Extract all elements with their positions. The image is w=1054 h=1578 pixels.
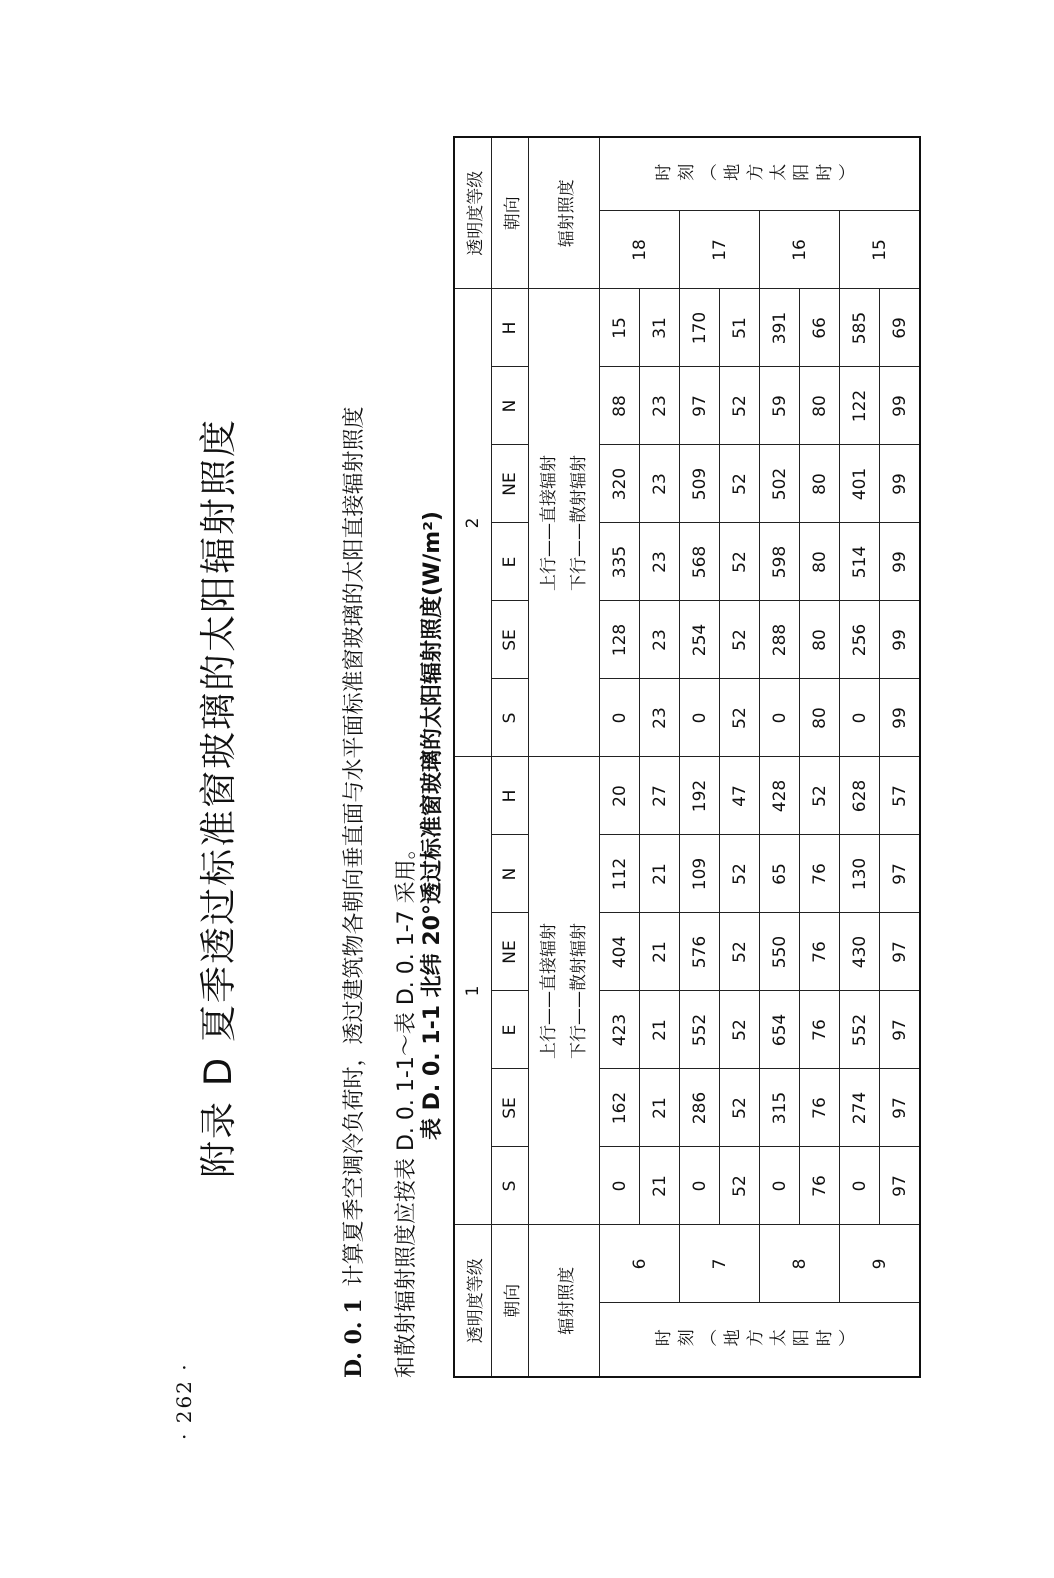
- cell-g1: 162: [600, 1069, 640, 1147]
- cell-g2: 88: [600, 367, 640, 445]
- hour-left: 6: [600, 1225, 680, 1303]
- cell-g1: 21: [640, 913, 680, 991]
- cell-g1: 21: [640, 835, 680, 913]
- section-number: D. 0. 1: [341, 1298, 367, 1378]
- orientation-2-n: N: [492, 367, 529, 445]
- cell-g2: 99: [880, 445, 921, 523]
- orientation-1-s: S: [492, 1147, 529, 1225]
- cell-g2: 80: [800, 367, 840, 445]
- cell-g1: 57: [880, 757, 921, 835]
- cell-g1: 76: [800, 1147, 840, 1225]
- paragraph-line-2: 和散射辐射照度应按表 D. 0. 1-1～表 D. 0. 1-7 采用。: [394, 837, 419, 1378]
- annotation-upper-1: 上行——直接辐射: [539, 923, 559, 1059]
- cell-g1: 130: [840, 835, 880, 913]
- cell-g1: 274: [840, 1069, 880, 1147]
- cell-g1: 21: [640, 1147, 680, 1225]
- irradiance-table: [453, 136, 921, 1378]
- cell-g1: 552: [680, 991, 720, 1069]
- cell-g1: 21: [640, 991, 680, 1069]
- cell-g2: 15: [600, 289, 640, 367]
- orientation-2-e: E: [492, 523, 529, 601]
- cell-g2: 568: [680, 523, 720, 601]
- table-row: [880, 137, 921, 1377]
- cell-g2: 0: [680, 679, 720, 757]
- cell-g1: 52: [800, 757, 840, 835]
- annotation-group-2: [529, 289, 600, 757]
- time-label-left: [600, 1303, 921, 1377]
- header-transparency-left: 透明度等级: [454, 1225, 492, 1377]
- orientation-1-ne: NE: [492, 913, 529, 991]
- table-row: [840, 137, 880, 1377]
- cell-g2: 320: [600, 445, 640, 523]
- cell-g2: 99: [880, 601, 921, 679]
- cell-g2: 256: [840, 601, 880, 679]
- cell-g1: 76: [800, 1069, 840, 1147]
- cell-g2: 69: [880, 289, 921, 367]
- header-group-1: 1: [454, 757, 492, 1225]
- cell-g2: 0: [760, 679, 800, 757]
- cell-g1: 0: [760, 1147, 800, 1225]
- cell-g2: 52: [720, 445, 760, 523]
- table-row: [600, 137, 640, 1377]
- cell-g2: 59: [760, 367, 800, 445]
- hour-left: 9: [840, 1225, 921, 1303]
- header-transparency-right: 透明度等级: [454, 137, 492, 289]
- cell-g1: 27: [640, 757, 680, 835]
- hour-right: 16: [760, 211, 840, 289]
- cell-g2: 23: [640, 523, 680, 601]
- cell-g1: 65: [760, 835, 800, 913]
- annotation-lower-2: 下行——散射辐射: [569, 454, 589, 591]
- cell-g2: 52: [720, 523, 760, 601]
- paragraph-line-1: 计算夏季空调冷负荷时，透过建筑物各朝向垂直面与水平面标准窗玻璃的太阳直接辐射照度: [342, 406, 367, 1287]
- cell-g2: 66: [800, 289, 840, 367]
- cell-g1: 97: [880, 835, 921, 913]
- header-irradiance-right: 辐射照度: [529, 137, 600, 289]
- cell-g1: 52: [720, 913, 760, 991]
- cell-g2: 598: [760, 523, 800, 601]
- cell-g2: 254: [680, 601, 720, 679]
- orientation-1-se: SE: [492, 1069, 529, 1147]
- cell-g2: 0: [840, 679, 880, 757]
- cell-g1: 76: [800, 835, 840, 913]
- cell-g1: 97: [880, 1147, 921, 1225]
- cell-g2: 97: [680, 367, 720, 445]
- time-label-text: 时刻（地方太阳时）: [653, 164, 861, 185]
- cell-g2: 128: [600, 601, 640, 679]
- header-irradiance-left: 辐射照度: [529, 1225, 600, 1377]
- hour-right: 18: [600, 211, 680, 289]
- cell-g1: 97: [880, 991, 921, 1069]
- annotation-upper-2: 上行——直接辐射: [539, 454, 559, 591]
- cell-g2: 23: [640, 601, 680, 679]
- cell-g1: 628: [840, 757, 880, 835]
- cell-g2: 514: [840, 523, 880, 601]
- cell-g1: 47: [720, 757, 760, 835]
- cell-g2: 99: [880, 679, 921, 757]
- cell-g1: 428: [760, 757, 800, 835]
- cell-g2: 502: [760, 445, 800, 523]
- orientation-1-h: H: [492, 757, 529, 835]
- cell-g2: 80: [800, 679, 840, 757]
- cell-g2: 335: [600, 523, 640, 601]
- cell-g1: 97: [880, 1069, 921, 1147]
- table-row: [680, 137, 720, 1377]
- header-orientation-left: 朝向: [492, 1225, 529, 1377]
- cell-g1: 286: [680, 1069, 720, 1147]
- cell-g2: 80: [800, 445, 840, 523]
- cell-g2: 31: [640, 289, 680, 367]
- time-label-text: 时刻（地方太阳时）: [653, 1330, 861, 1351]
- orientation-2-h: H: [492, 289, 529, 367]
- page-number: · 262 ·: [172, 1362, 196, 1440]
- cell-g1: 97: [880, 913, 921, 991]
- cell-g1: 20: [600, 757, 640, 835]
- cell-g1: 52: [720, 1147, 760, 1225]
- cell-g1: 76: [800, 991, 840, 1069]
- cell-g2: 0: [600, 679, 640, 757]
- table-row: [640, 137, 680, 1377]
- cell-g2: 51: [720, 289, 760, 367]
- time-label-right: [600, 137, 921, 211]
- cell-g1: 52: [720, 991, 760, 1069]
- table-row: [800, 137, 840, 1377]
- orientation-2-se: SE: [492, 601, 529, 679]
- header-orientation-right: 朝向: [492, 137, 529, 289]
- cell-g2: 52: [720, 367, 760, 445]
- cell-g1: 52: [720, 835, 760, 913]
- cell-g1: 430: [840, 913, 880, 991]
- orientation-2-ne: NE: [492, 445, 529, 523]
- hour-left: 8: [760, 1225, 840, 1303]
- header-group-2: 2: [454, 289, 492, 757]
- cell-g1: 423: [600, 991, 640, 1069]
- cell-g2: 170: [680, 289, 720, 367]
- cell-g2: 99: [880, 367, 921, 445]
- table-row: [720, 137, 760, 1377]
- cell-g1: 76: [800, 913, 840, 991]
- orientation-1-e: E: [492, 991, 529, 1069]
- cell-g2: 288: [760, 601, 800, 679]
- orientation-1-n: N: [492, 835, 529, 913]
- cell-g2: 23: [640, 367, 680, 445]
- cell-g2: 23: [640, 445, 680, 523]
- cell-g1: 552: [840, 991, 880, 1069]
- cell-g2: 23: [640, 679, 680, 757]
- cell-g2: 80: [800, 601, 840, 679]
- cell-g1: 576: [680, 913, 720, 991]
- cell-g2: 99: [880, 523, 921, 601]
- annotation-group-1: [529, 757, 600, 1225]
- page-title: 附录 D 夏季透过标准窗玻璃的太阳辐射照度: [197, 417, 240, 1178]
- orientation-2-s: S: [492, 679, 529, 757]
- cell-g2: 401: [840, 445, 880, 523]
- cell-g2: 585: [840, 289, 880, 367]
- cell-g1: 21: [640, 1069, 680, 1147]
- cell-g2: 122: [840, 367, 880, 445]
- cell-g1: 654: [760, 991, 800, 1069]
- cell-g2: 80: [800, 523, 840, 601]
- cell-g2: 52: [720, 679, 760, 757]
- cell-g2: 509: [680, 445, 720, 523]
- cell-g2: 52: [720, 601, 760, 679]
- cell-g1: 315: [760, 1069, 800, 1147]
- cell-g1: 550: [760, 913, 800, 991]
- cell-g1: 0: [680, 1147, 720, 1225]
- cell-g1: 0: [840, 1147, 880, 1225]
- cell-g1: 192: [680, 757, 720, 835]
- hour-right: 17: [680, 211, 760, 289]
- cell-g1: 112: [600, 835, 640, 913]
- cell-g1: 109: [680, 835, 720, 913]
- annotation-lower-1: 下行——散射辐射: [569, 923, 589, 1059]
- cell-g1: 52: [720, 1069, 760, 1147]
- table-title: 表 D. 0. 1-1 北纬 20°透过标准窗玻璃的太阳辐射照度(W/m²): [420, 511, 445, 1140]
- hour-right: 15: [840, 211, 921, 289]
- cell-g1: 0: [600, 1147, 640, 1225]
- hour-left: 7: [680, 1225, 760, 1303]
- cell-g2: 391: [760, 289, 800, 367]
- cell-g1: 404: [600, 913, 640, 991]
- table-row: [760, 137, 800, 1377]
